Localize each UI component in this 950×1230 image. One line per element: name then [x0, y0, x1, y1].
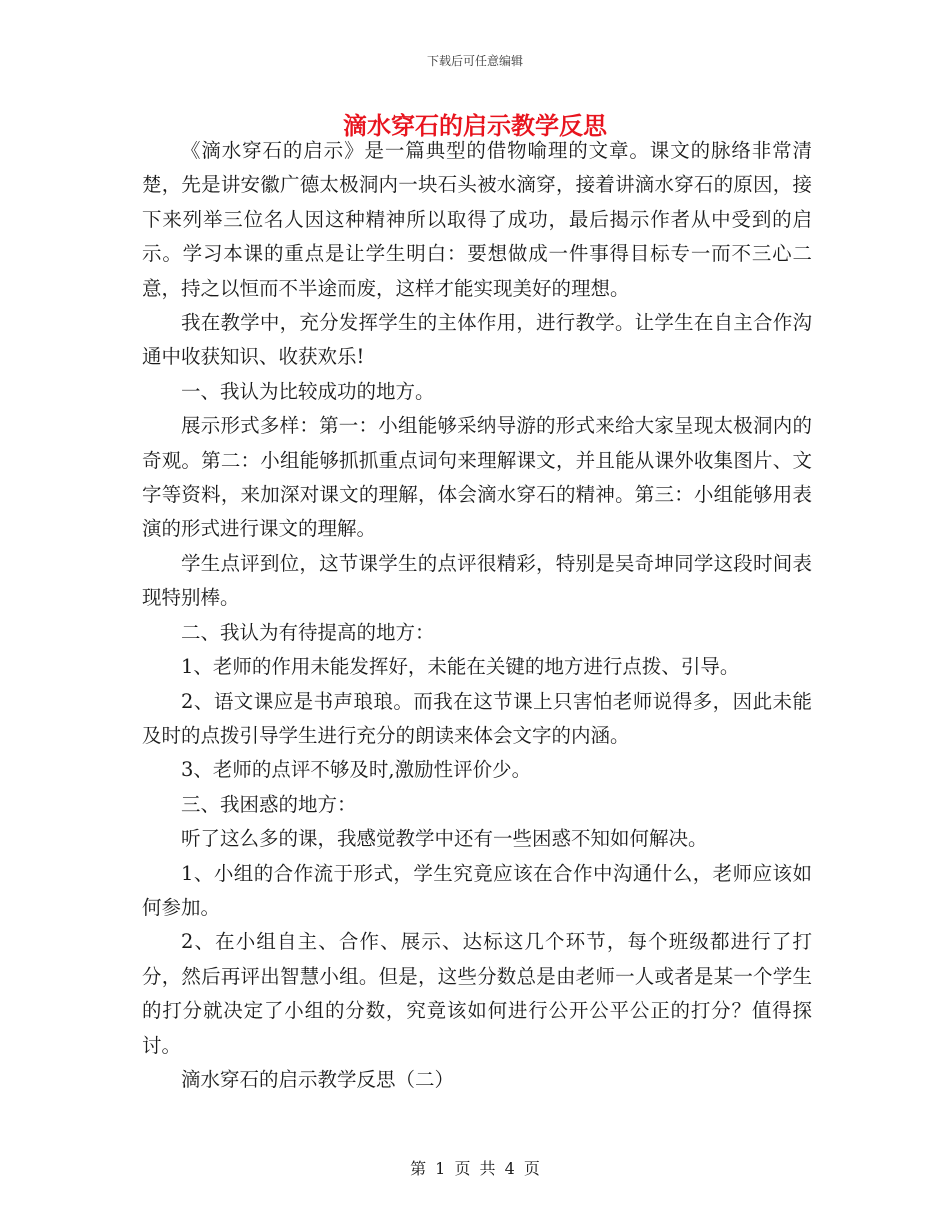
section-heading-success: 一、我认为比较成功的地方。	[181, 379, 435, 403]
list-item-improve-1: 1、老师的作用未能发挥好，未能在关键的地方进行点拨、引导。	[181, 655, 740, 679]
list-item-improve-2: 2、语文课应是书声琅琅。而我在这节课上只害怕老师说得多，因此未能及时的点拨引导学生进行充分的朗读来体会文字的内涵。	[142, 689, 812, 747]
list-item-confusion-2: 2、在小组自主、合作、展示、达标这几个环节，每个班级都进行了打分，然后再评出智慧小组。但是，这些分数总是由老师一人或者是某一个学生的打分就决定了小组的分数，究竟该如何进行公开公平公正的打分？值得探讨。	[142, 930, 812, 1057]
section-heading-improve: 二、我认为有待提高的地方：	[181, 620, 435, 644]
page-number: 第 1 页 共 4 页	[410, 1159, 540, 1178]
section-heading-confusion: 三、我困惑的地方：	[181, 792, 357, 816]
document-body	[142, 134, 812, 1097]
paragraph-part-two-title: 滴水穿石的启示教学反思（二）	[181, 1067, 455, 1091]
document-title: 滴水穿石的启示教学反思	[343, 111, 607, 140]
list-item-confusion-1: 1、小组的合作流于形式，学生究竟应该在合作中沟通什么，老师应该如何参加。	[142, 861, 812, 919]
paragraph-teaching: 我在教学中，充分发挥学生的主体作用，进行教学。让学生在自主合作沟通中收获知识、收获欢乐!	[142, 311, 812, 369]
header-note: 下载后可任意编辑	[426, 54, 523, 68]
paragraph-intro: 《滴水穿石的启示》是一篇典型的借物喻理的文章。课文的脉络非常清楚，先是讲安徽广德太极洞内一块石头被水滴穿，接着讲滴水穿石的原因，接下来列举三位名人因这种精神所以取得了成功，最后揭示作者从中受到的启示。学习本课的重点是让学生明白：要想做成一件事得目标专一而不三心二意，持之以恒而不半途而废，这样才能实现美好的理想。	[142, 139, 812, 300]
paragraph-student-review: 学生点评到位，这节课学生的点评很精彩，特别是吴奇坤同学这段时间表现特别棒。	[142, 551, 812, 610]
paragraph-confusion-intro: 听了这么多的课，我感觉教学中还有一些困惑不知如何解决。	[181, 827, 708, 851]
paragraph-display-forms: 展示形式多样：第一：小组能够采纳导游的形式来给大家呈现太极洞内的奇观。第二：小组能够抓抓重点词句来理解课文，并且能从课外收集图片、文字等资料，来加深对课文的理解，体会滴水穿石的精神。第三：小组能够用表演的形式进行课文的理解。	[142, 414, 812, 541]
list-item-improve-3: 3、老师的点评不够及时,激励性评价少。	[181, 758, 532, 782]
